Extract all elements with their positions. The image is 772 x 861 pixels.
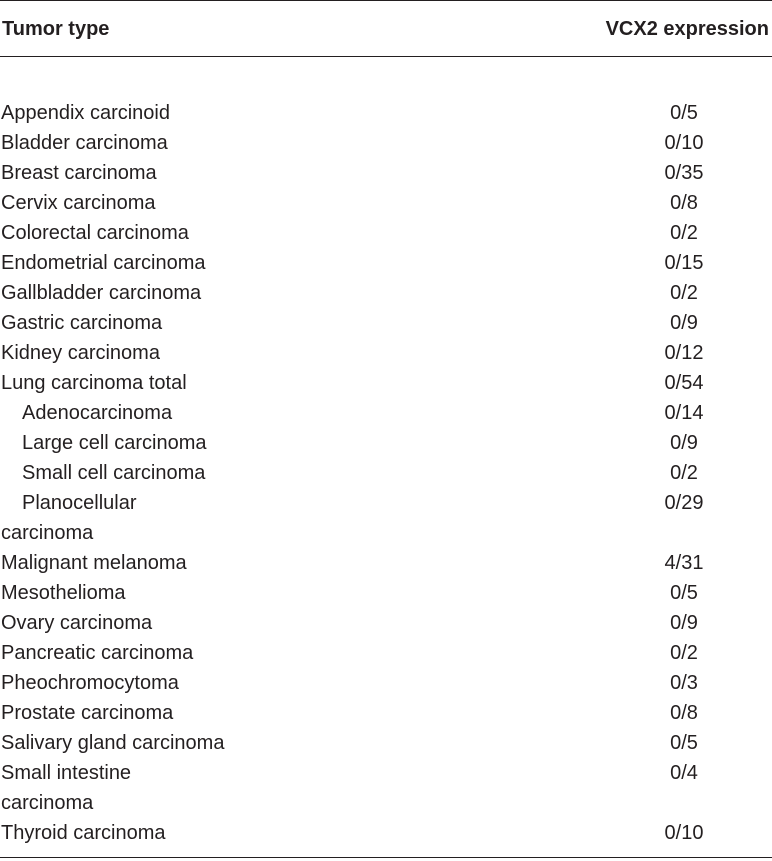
tumor-subtype-line-2: carcinoma: [1, 522, 94, 544]
expression-cell: 0/35: [664, 162, 704, 184]
tumor-type-cell: Gallbladder carcinoma: [1, 282, 202, 304]
expression-cell: 0/8: [670, 192, 698, 214]
table-top-rule: [0, 0, 772, 1]
tumor-type-cell: Ovary carcinoma: [1, 612, 153, 634]
header-vcx2-expression: VCX2 expression: [605, 18, 769, 40]
table-row: [0, 668, 772, 698]
expression-cell: 0/54: [664, 372, 704, 394]
expression-cell: 0/4: [670, 762, 698, 784]
tumor-type-cell: Salivary gland carcinoma: [1, 732, 225, 754]
expression-cell: 0/8: [670, 702, 698, 724]
expression-cell: 4/31: [664, 552, 704, 574]
expression-cell: 0/5: [670, 102, 698, 124]
table-row: [0, 248, 772, 278]
tumor-type-cell: Pheochromocytoma: [1, 672, 179, 694]
table-row: [0, 128, 772, 158]
table-row: [0, 638, 772, 668]
tumor-subtype-cell: Small cell carcinoma: [22, 462, 206, 484]
tumor-type-cell: Colorectal carcinoma: [1, 222, 189, 244]
tumor-type-cell: Thyroid carcinoma: [1, 822, 166, 844]
table-header-row: [0, 14, 772, 44]
expression-cell: 0/2: [670, 642, 698, 664]
table-row: [0, 578, 772, 608]
table-row: [0, 758, 772, 818]
table-row: [0, 308, 772, 338]
tumor-type-cell: Breast carcinoma: [1, 162, 157, 184]
expression-cell: 0/29: [664, 492, 704, 514]
tumor-type-cell: Malignant melanoma: [1, 552, 187, 574]
table-row-subtype: [0, 398, 772, 428]
table-body: [0, 98, 772, 848]
table-row-subtype: [0, 488, 772, 548]
header-tumor-type: Tumor type: [2, 18, 110, 40]
expression-cell: 0/10: [664, 132, 704, 154]
table-row: [0, 368, 772, 398]
expression-cell: 0/3: [670, 672, 698, 694]
tumor-type-line-2: carcinoma: [1, 792, 94, 814]
expression-cell: 0/15: [664, 252, 704, 274]
tumor-type-cell: [1, 758, 301, 818]
table-row: [0, 818, 772, 848]
table-row: [0, 158, 772, 188]
table-row: [0, 188, 772, 218]
table-row: [0, 218, 772, 248]
tumor-subtype-cell: Large cell carcinoma: [22, 432, 207, 454]
tumor-type-cell: Prostate carcinoma: [1, 702, 174, 724]
tumor-type-cell: Pancreatic carcinoma: [1, 642, 194, 664]
tumor-type-cell: Lung carcinoma total: [1, 372, 187, 394]
expression-cell: 0/5: [670, 582, 698, 604]
tumor-type-cell: Mesothelioma: [1, 582, 126, 604]
tumor-subtype-cell: [1, 488, 322, 548]
tumor-subtype-line-1: Planocellular: [22, 492, 137, 514]
expression-cell: 0/2: [670, 462, 698, 484]
expression-cell: 0/10: [664, 822, 704, 844]
expression-cell: 0/2: [670, 282, 698, 304]
tumor-type-line-1: Small intestine: [1, 762, 132, 784]
table-row: [0, 548, 772, 578]
expression-cell: 0/9: [670, 432, 698, 454]
table-row: [0, 728, 772, 758]
tumor-type-cell: Kidney carcinoma: [1, 342, 160, 364]
expression-cell: 0/2: [670, 222, 698, 244]
tumor-type-cell: Endometrial carcinoma: [1, 252, 206, 274]
table-row-subtype: [0, 458, 772, 488]
tumor-type-cell: Gastric carcinoma: [1, 312, 163, 334]
tumor-type-cell: Appendix carcinoid: [1, 102, 170, 124]
tumor-type-cell: Cervix carcinoma: [1, 192, 156, 214]
expression-cell: 0/5: [670, 732, 698, 754]
expression-cell: 0/9: [670, 612, 698, 634]
table-row-subtype: [0, 428, 772, 458]
table-header-rule: [0, 56, 772, 57]
table-row: [0, 698, 772, 728]
tumor-subtype-cell: Adenocarcinoma: [22, 402, 173, 424]
expression-cell: 0/9: [670, 312, 698, 334]
expression-cell: 0/12: [664, 342, 704, 364]
tumor-type-cell: Bladder carcinoma: [1, 132, 168, 154]
table-row: [0, 338, 772, 368]
expression-cell: 0/14: [664, 402, 704, 424]
table-row: [0, 278, 772, 308]
table-row: [0, 608, 772, 638]
table-bottom-rule: [0, 857, 772, 858]
table-row: [0, 98, 772, 128]
